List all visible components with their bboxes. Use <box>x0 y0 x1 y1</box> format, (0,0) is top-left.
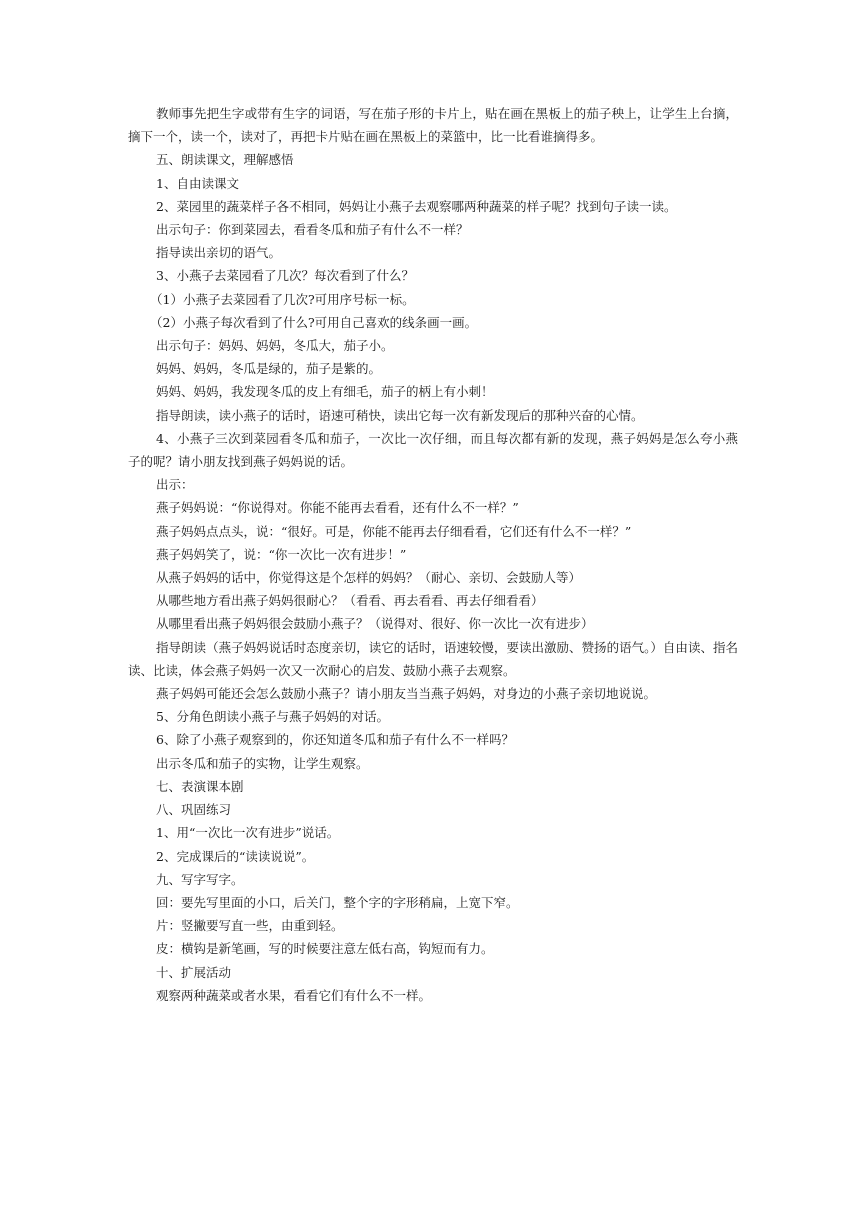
step-5: 5、分角色朗读小燕子与燕子妈妈的对话。 <box>156 709 389 725</box>
paragraph-quote-2: 燕子妈妈点点头，说：“很好。可是，你能不能再去仔细看看，它们还有什么不一样？” <box>156 523 632 539</box>
writing-pian: 片：竖撇要写直一些，由重到轻。 <box>156 918 344 934</box>
paragraph-quote-1: 燕子妈妈说：“你说得对。你能不能再去看看，还有什么不一样？” <box>156 500 519 516</box>
paragraph-quote-3: 燕子妈妈笑了，说：“你一次比一次有进步！” <box>156 546 407 562</box>
paragraph-guide-1: 指导读出亲切的语气。 <box>156 245 282 261</box>
step-4: 4、小燕子三次到菜园看冬瓜和茄子，一次比一次仔细，而且每次都有新的发现，燕子妈妈是怎么夸小燕子的呢？请小朋友找到燕子妈妈说的话。 <box>128 430 738 470</box>
paragraph-sentence-1: 出示句子：你到菜园去，看看冬瓜和茄子有什么不一样？ <box>156 222 469 238</box>
paragraph-guide-3: 指导朗读（燕子妈妈说话时态度亲切，读它的话时，语速较慢，要读出激励、赞扬的语气。）自由读、指名读、比读，体会燕子妈妈一次又一次耐心的启发、鼓励小燕子去观察。 <box>128 639 738 678</box>
paragraph-sentence-3: 妈妈、妈妈，冬瓜是绿的，茄子是紫的。 <box>156 361 382 377</box>
section-heading-10: 十、扩展活动 <box>156 964 232 980</box>
writing-hui: 回：要先写里面的小口，后关门，整个字的字形稍扁，上宽下窄。 <box>156 894 519 910</box>
paragraph-question-1: 从燕子妈妈的话中，你觉得这是个怎样的妈妈？（耐心、亲切、会鼓励人等） <box>156 570 582 586</box>
step-2: 2、菜园里的蔬菜样子各不相同，妈妈让小燕子去观察哪两种蔬菜的样子呢？找到句子读一读。 <box>156 198 677 214</box>
sub-step-2: （2）小燕子每次看到了什么?可用自己喜欢的线条画一画。 <box>150 314 478 330</box>
section-heading-7: 七、表演课本剧 <box>156 778 244 794</box>
paragraph-activity: 观察两种蔬菜或者水果，看看它们有什么不一样。 <box>156 987 432 1003</box>
section-heading-9: 九、写字写字。 <box>156 871 244 887</box>
paragraph-question-3: 从哪里看出燕子妈妈很会鼓励小燕子？（说得对、很好、你一次比一次有进步） <box>156 616 594 632</box>
paragraph-encourage: 燕子妈妈可能还会怎么鼓励小燕子？请小朋友当当燕子妈妈，对身边的小燕子亲切地说说。 <box>156 686 657 702</box>
section-heading-5: 五、朗读课文，理解感悟 <box>156 152 294 168</box>
step-1: 1、自由读课文 <box>156 175 239 191</box>
exercise-1: 1、用“一次比一次有进步”说话。 <box>156 825 340 841</box>
paragraph-sentence-2: 出示句子：妈妈、妈妈，冬瓜大，茄子小。 <box>156 338 394 354</box>
paragraph-show: 出示： <box>156 477 194 493</box>
exercise-2: 2、完成课后的“读读说说”。 <box>156 848 315 864</box>
sub-step-1: （1）小燕子去菜园看了几次?可用序号标一标。 <box>150 291 415 307</box>
paragraph-guide-2: 指导朗读，读小燕子的话时，语速可稍快，读出它每一次有新发现后的那种兴奋的心情。 <box>156 407 644 423</box>
paragraph-observe: 出示冬瓜和茄子的实物，让学生观察。 <box>156 755 369 771</box>
document-body <box>128 102 738 1007</box>
paragraph-1: 教师事先把生字或带有生字的词语，写在茄子形的卡片上，贴在画在黑板上的茄子秧上，让学生上台摘，摘下一个，读一个，读对了，再把卡片贴在画在黑板上的菜篮中，比一比看谁摘得多。 <box>128 106 738 145</box>
step-3: 3、小燕子去菜园看了几次？每次看到了什么？ <box>156 268 414 284</box>
paragraph-sentence-4: 妈妈、妈妈，我发现冬瓜的皮上有细毛，茄子的柄上有小刺！ <box>156 384 494 400</box>
writing-pi: 皮：横钩是新笔画，写的时候要注意左低右高，钩短而有力。 <box>156 941 494 957</box>
step-6: 6、除了小燕子观察到的，你还知道冬瓜和茄子有什么不一样吗？ <box>156 732 514 748</box>
section-heading-8: 八、巩固练习 <box>156 802 232 818</box>
paragraph-question-2: 从哪些地方看出燕子妈妈很耐心？（看看、再去看看、再去仔细看看） <box>156 593 544 609</box>
